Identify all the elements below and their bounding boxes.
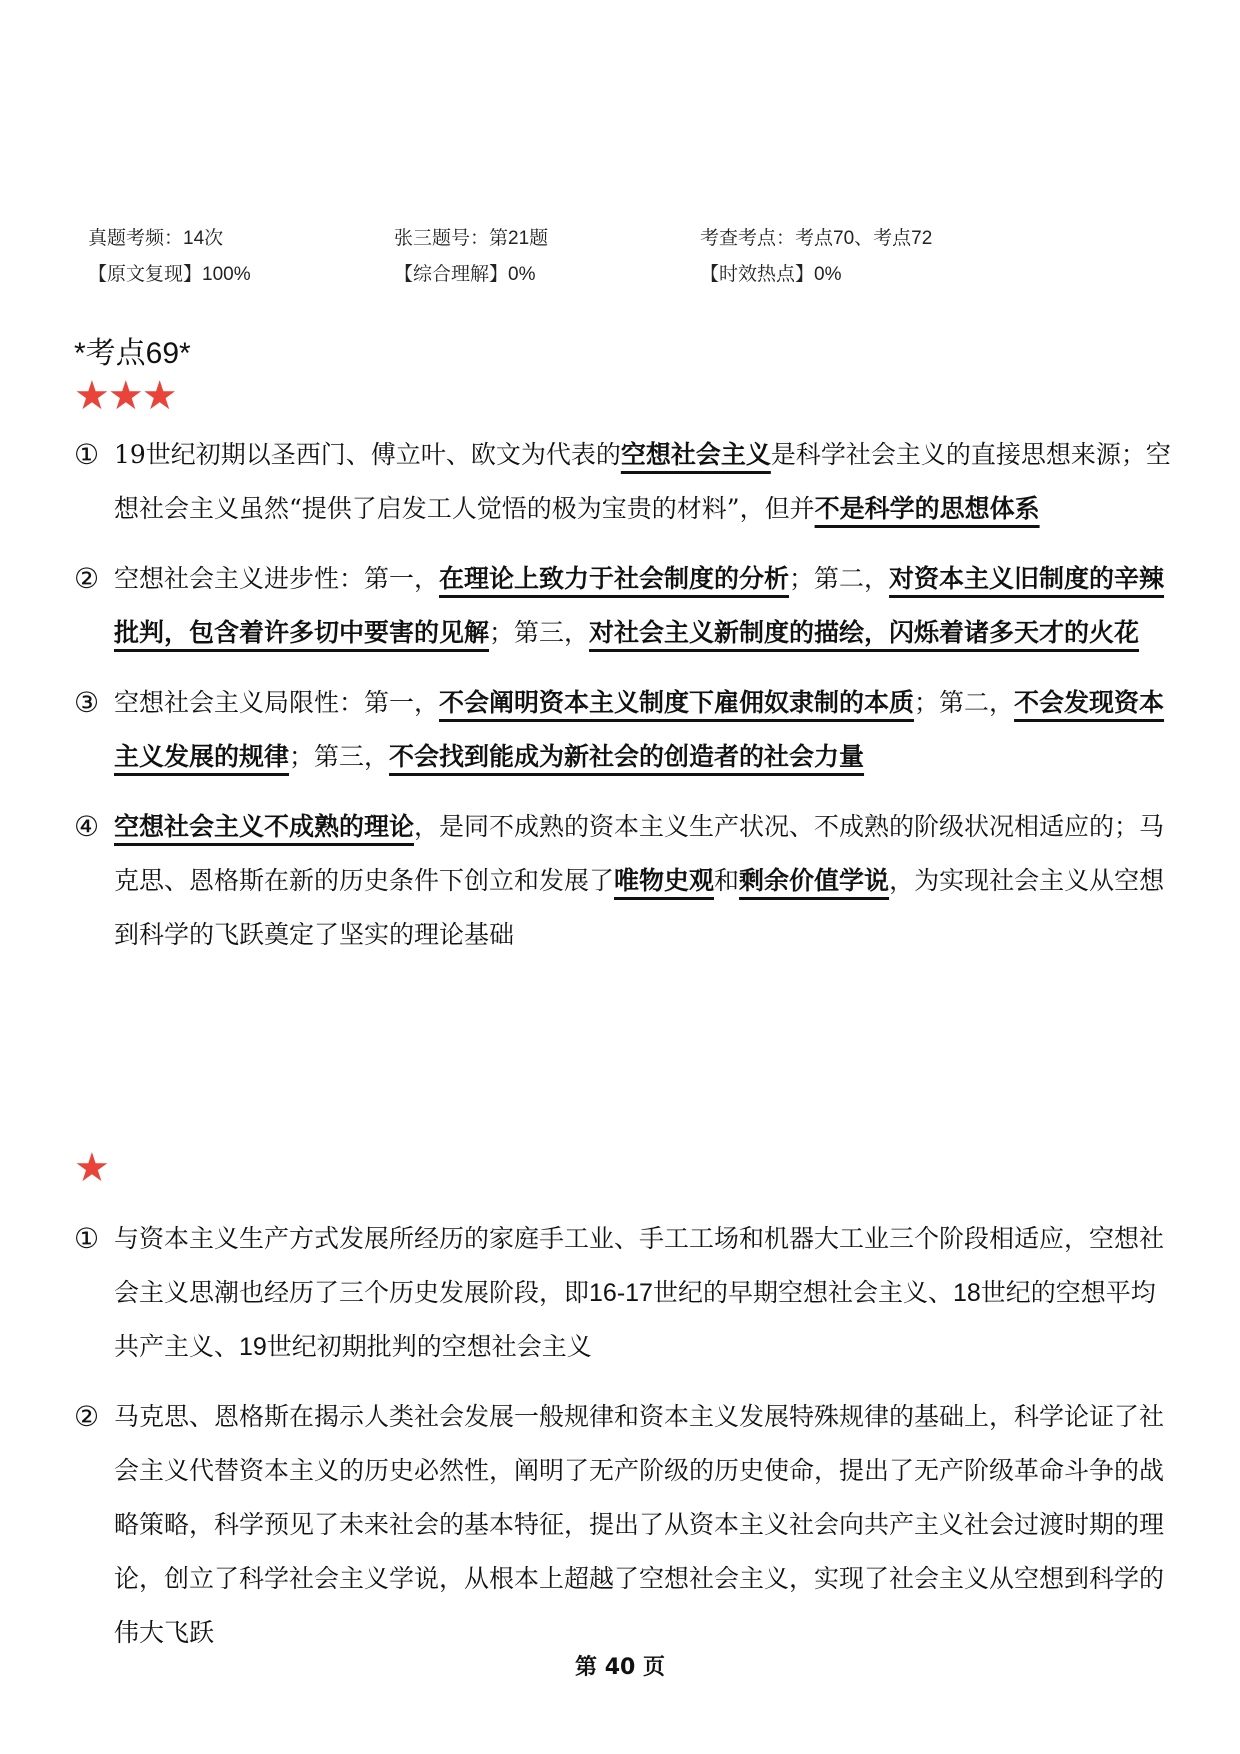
question-meta bbox=[88, 218, 1188, 290]
body-text: ；第三， bbox=[489, 618, 590, 647]
highlighted-text: 剩余价值学说 bbox=[739, 866, 890, 895]
body-text: ；第二， bbox=[914, 688, 1015, 717]
list-item bbox=[74, 1390, 1174, 1660]
body-text: ，为实现社会主义从空想到科学的飞跃奠定了坚实的理论基础 bbox=[114, 866, 1165, 949]
exam-frequency: 真题考频：14次 bbox=[88, 227, 224, 249]
body-text: 空想社会主义进步性：第一， bbox=[114, 564, 440, 593]
highlighted-text: 对社会主义新制度的描绘，闪烁着诸多天才的火花 bbox=[589, 618, 1140, 647]
highlighted-text: 空想社会主义不成熟的理论 bbox=[114, 812, 415, 841]
question-number: 张三题号：第21题 bbox=[394, 227, 549, 249]
body-text: ；第三， bbox=[289, 742, 390, 771]
page-number: 第 40 页 bbox=[575, 1655, 665, 1680]
star-rating-icon-1: ★ bbox=[74, 1145, 108, 1191]
list-item bbox=[74, 428, 1174, 536]
item-number: ③ bbox=[74, 686, 100, 719]
hotspot-rate: 【时效热点】0% bbox=[700, 263, 842, 285]
body-text: 空想社会主义局限性：第一， bbox=[114, 688, 440, 717]
highlighted-text: 唯物史观 bbox=[614, 866, 715, 895]
section-title: *考点69* bbox=[74, 337, 191, 370]
highlighted-text: 不会阐明资本主义制度下雇佣奴隶制的本质 bbox=[439, 688, 915, 717]
body-text: 16-17世纪的早期空想社会主义、18世纪的空想平均共产主义、19世纪初期批判的空想社会主义 bbox=[114, 1279, 1156, 1361]
body-text: ；第二， bbox=[789, 564, 890, 593]
key-points-list-2 bbox=[74, 1212, 1174, 1676]
highlighted-text: 不会找到能成为新社会的创造者的社会力量 bbox=[389, 742, 865, 771]
highlighted-text: 对资本主义旧制度的辛辣批判，包含着许多切中要害的见解 bbox=[114, 564, 1165, 647]
item-number: ② bbox=[74, 562, 100, 595]
body-text: 与资本主义生产方式发展所经历的家庭手工业、手工工场和机器大工业三个阶段相适应，空想社会主义思潮也经历了三个历史发展阶段，即 bbox=[114, 1224, 1165, 1307]
item-number: ① bbox=[74, 1222, 100, 1255]
body-text: 19世纪初期以圣西门、傅立叶、欧文为代表的 bbox=[114, 440, 621, 469]
meta-row-2 bbox=[88, 254, 1188, 290]
highlighted-text: 空想社会主义 bbox=[620, 440, 771, 469]
list-item bbox=[74, 676, 1174, 784]
list-item bbox=[74, 1212, 1174, 1374]
body-text: ，是同不成熟的资本主义生产状况、不成熟的阶级状况相适应的；马克思、恩格斯在新的历史条件下创立和发展了 bbox=[114, 812, 1165, 895]
body-text: 马克思、恩格斯 bbox=[114, 1402, 290, 1431]
highlighted-text: 不会发现资本主义发展的规律 bbox=[114, 688, 1165, 771]
original-text-rate: 【原文复现】100% bbox=[88, 263, 251, 285]
item-number: ② bbox=[74, 1400, 100, 1433]
list-item bbox=[74, 552, 1174, 660]
body-text: 科学预见了未来社会的基本特征， bbox=[214, 1511, 590, 1539]
highlighted-text: 不是科学的思想体系 bbox=[814, 494, 1040, 523]
body-text: 提出了无产阶级革命斗争的战略策略， bbox=[114, 1456, 1165, 1539]
related-points: 考查考点：考点70、考点72 bbox=[700, 227, 933, 249]
star-rating-icon-3: ★★★ bbox=[74, 373, 176, 419]
comprehension-rate: 【综合理解】0% bbox=[394, 263, 536, 285]
list-item bbox=[74, 800, 1174, 962]
body-text: 在揭示人类社会发展一般规律和资本主义发展特殊规律的基础上，科学论证了社会主义代替资本主义的历史必然性，阐明了无产阶级的历史使命， bbox=[114, 1403, 1165, 1485]
highlighted-text: 在理论上致力于社会制度的分析 bbox=[439, 564, 790, 593]
meta-row-1 bbox=[88, 218, 1188, 254]
body-text: 和 bbox=[714, 866, 740, 895]
body-text: 是科学社会主义的直接思想来源；空想社会主义虽然“提供了启发工人觉悟的极为宝贵的材料”，但并 bbox=[114, 440, 1171, 523]
body-text: 提出了从资本主义社会向共产主义社会过渡时期的理论，创立了科学社会主义学说，从根本上超越了空想社会主义，实现了社会主义从空想到科学的伟大飞跃 bbox=[114, 1510, 1165, 1647]
key-points-list-1 bbox=[74, 428, 1174, 978]
item-number: ④ bbox=[74, 810, 100, 843]
item-number: ① bbox=[74, 438, 100, 471]
